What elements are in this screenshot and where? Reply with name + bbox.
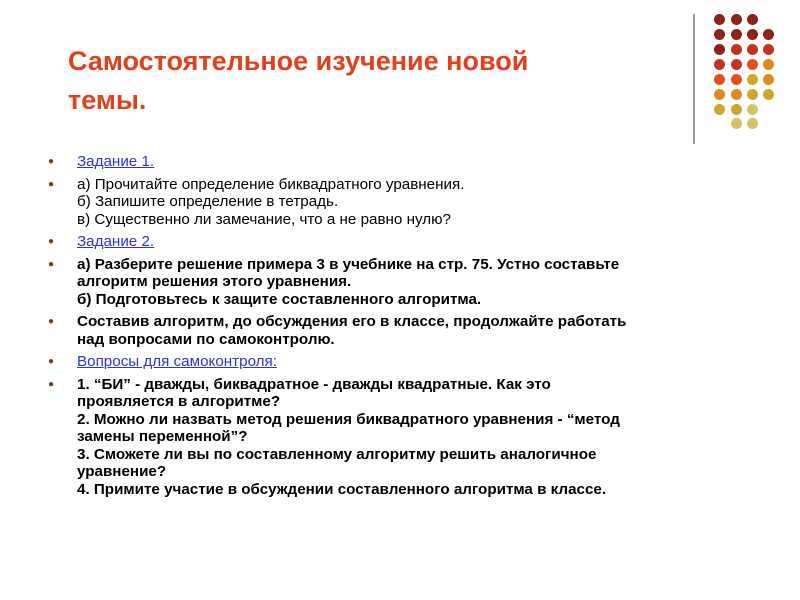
item-line: 4. Примите участие в обсуждении составленного алгоритма в классе.: [77, 480, 607, 498]
item-line: алгоритм решения этого уравнения.: [77, 273, 352, 290]
decorative-dot: [714, 59, 725, 70]
decorative-dot: [714, 74, 725, 85]
item-line: Вопросы для самоконтроля:: [77, 353, 277, 370]
slide-title-line-1: Самостоятельное изучение новой: [68, 46, 529, 76]
decorative-dot: [731, 89, 742, 100]
item-line: 3. Сможете ли вы по составленному алгоритму решить аналогичное: [77, 445, 597, 463]
decorative-dot: [763, 29, 774, 40]
decorative-dot: [747, 74, 758, 85]
decorative-dot: [763, 59, 774, 70]
bullet-icon: ●: [48, 236, 55, 247]
item-line: б) Запишите определение в тетрадь.: [77, 193, 339, 210]
item-line: 1. “БИ” - дважды, биквадратное - дважды квадратные. Как это: [77, 375, 551, 393]
bullet-icon: ●: [48, 156, 55, 167]
slide-title-line-2: темы.: [68, 85, 147, 115]
slide-content: [48, 153, 768, 503]
decorative-dot: [747, 29, 758, 40]
decorative-dot: [731, 118, 742, 129]
bullet-icon: ●: [48, 378, 55, 390]
decorative-dot: [731, 74, 742, 85]
bullet-item: [48, 313, 768, 348]
divider-line: [693, 14, 695, 144]
decorative-dot: [747, 104, 758, 115]
item-line: 2. Можно ли назвать метод решения биквадратного уравнения - “метод: [77, 410, 620, 428]
item-line: Задание 2.: [77, 233, 155, 250]
decorative-dot: [731, 44, 742, 55]
item-line: Задание 1.: [77, 153, 155, 170]
decorative-dot: [731, 104, 742, 115]
item-line: Составив алгоритм, до обсуждения его в классе, продолжайте работать: [77, 313, 627, 330]
decorative-dot: [747, 89, 758, 100]
item-line: а) Прочитайте определение биквадратного уравнения.: [77, 175, 465, 193]
slide-title: [68, 42, 628, 120]
decorative-dot: [714, 44, 725, 55]
decorative-dot: [763, 89, 774, 100]
item-line: над вопросами по самоконтролю.: [77, 330, 335, 348]
decorative-dot: [714, 89, 725, 100]
decorative-dot: [731, 29, 742, 40]
bullet-icon: ●: [48, 356, 55, 367]
item-line: в) Существенно ли замечание, что а не равно нулю?: [77, 210, 451, 228]
decorative-dot: [714, 104, 725, 115]
task-heading-link[interactable]: [48, 353, 768, 371]
decorative-dot: [747, 14, 758, 25]
bullet-item: [48, 256, 768, 309]
decorative-dot: [731, 14, 742, 25]
bullet-icon: ●: [48, 178, 55, 190]
decorative-dot: [763, 74, 774, 85]
task-heading-link[interactable]: [48, 233, 768, 251]
item-line: проявляется в алгоритме?: [77, 393, 281, 410]
bullet-icon: ●: [48, 258, 55, 270]
task-heading-link[interactable]: [48, 153, 768, 171]
item-line: уравнение?: [77, 463, 167, 480]
decorative-dot: [747, 118, 758, 129]
item-line: б) Подготовьтесь к защите составленного алгоритма.: [77, 290, 482, 308]
decorative-dot: [714, 14, 725, 25]
decorative-dot: [747, 44, 758, 55]
item-line: замены переменной”?: [77, 428, 248, 445]
decorative-dot: [731, 59, 742, 70]
bullet-item: [48, 176, 768, 229]
item-line: а) Разберите решение примера 3 в учебнике на стр. 75. Устно составьте: [77, 255, 620, 273]
bullet-icon: ●: [48, 316, 55, 327]
bullet-item: [48, 376, 768, 499]
decorative-dot: [747, 59, 758, 70]
decorative-dot: [763, 44, 774, 55]
decorative-dot: [714, 29, 725, 40]
